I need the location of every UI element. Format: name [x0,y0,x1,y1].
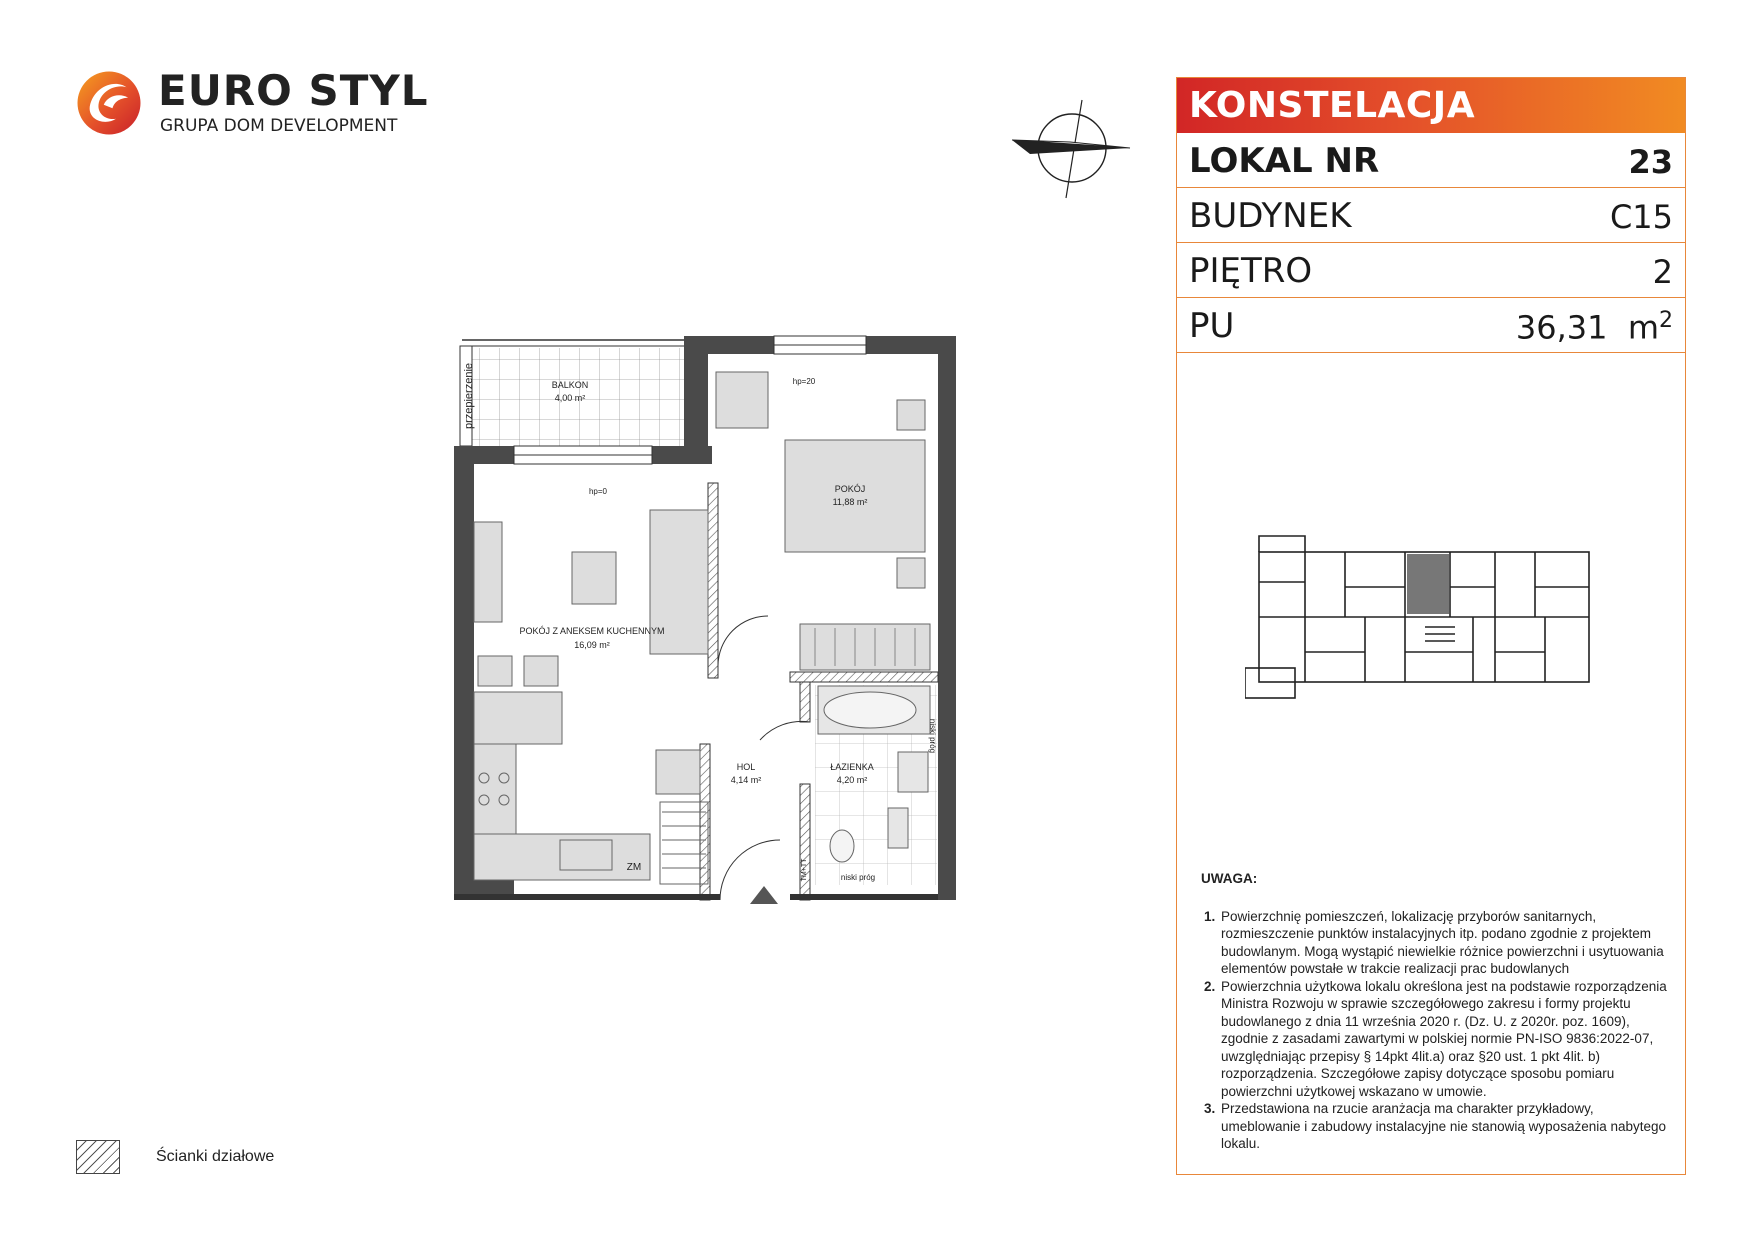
partition-wall-legend-icon [76,1140,120,1174]
row-pu [1177,298,1685,353]
row-lokal [1177,133,1685,188]
note-item: 3. Przedstawiona na rzucie aranżacja ma charakter przykładowy, umeblowanie i zabudowy instalacyjne nie stanowią wyposażenia nabytego lokalu. [1219,1100,1671,1153]
info-panel [1176,77,1686,1175]
row-pietro [1177,243,1685,298]
notes-title: UWAGA: [1201,871,1258,886]
room-name-pokoj: POKÓJ [834,484,866,494]
bottom-walls [454,894,938,900]
room-name-hol: HOL [736,762,756,772]
room-area-salon: 16,09 m² [574,640,610,650]
eurostyl-logo [74,68,144,138]
room-area-balkon: 4,00 m² [554,393,586,403]
label-niski-prog-toilet: niski próg [840,873,876,882]
entrance-icon [750,886,778,904]
panel-header [1177,78,1685,133]
floor-plan [450,330,970,910]
row-pu-label: PU [1189,306,1235,346]
label-tm-tt: TM+TT [801,858,808,882]
row-pietro-value: 2 [1652,253,1673,291]
room-name-lazienka: ŁAZIENKA [830,762,874,772]
label-zm: ZM [626,862,642,873]
door-swings [718,616,810,900]
row-lokal-value: 23 [1628,143,1673,181]
building-key-plan [1245,532,1605,702]
row-pu-value [1516,308,1673,347]
label-niski-prog-bath: niski próg [928,718,937,754]
room-name-balkon: BALKON [551,380,589,390]
north-arrow-icon [1010,96,1140,206]
investment-name: KONSTELACJA [1189,85,1476,126]
note-item: 2. Powierzchnia użytkowa lokalu określona jest na podstawie rozporządzenia Ministra Rozwoju w sprawie szczegółowego zakresu i formy projektu budowlanego z dnia 11 września 2020 r. (Dz. U. z 2020r. poz. 1609), zgodnie z zasadami zawartymi w polskiej normie PN-ISO 9836:2022-07, uwzględniając przepisy § 14pkt 4lit.a) oraz §20 ust. 1 pkt 4lit. b) rozporządzenia. Szczegółowe zapisy dotyczące sposobu pomiaru powierzchni użytkowej wskazano w umowie. [1219,978,1671,1101]
row-pietro-label: PIĘTRO [1189,251,1313,291]
area-unit: m [1627,308,1659,347]
label-przepierzenie: przepierzenie [463,362,475,430]
room-area-lazienka: 4,20 m² [836,775,868,785]
brand-subtitle: GRUPA DOM DEVELOPMENT [160,116,398,136]
room-area-pokoj: 11,88 m² [832,497,868,507]
note-item: 1. Powierzchnię pomieszczeń, lokalizację przyborów sanitarnych, rozmieszczenie punktów instalacyjnych itp. podano zgodnie z projektem budowlanym. Mogą wystąpić niewielkie różnice powierzchni i usytuowania elementów powstałe w trakcie realizacji prac budowlanych [1219,908,1671,978]
kitchen-furniture [474,510,708,880]
legend-label: Ścianki działowe [156,1148,275,1165]
row-budynek-value: C15 [1609,198,1673,236]
label-hp20: hp=20 [792,377,816,386]
area-value: 36,31 [1515,308,1608,347]
row-budynek [1177,188,1685,243]
label-hp0: hp=0 [588,487,608,496]
room-area-hol: 4,14 m² [730,775,762,785]
brand-name: EURO STYL [158,66,429,115]
room-name-salon: POKÓJ Z ANEKSEM KUCHENNYM [519,626,665,636]
row-lokal-label: LOKAL NR [1189,141,1380,181]
notes [1201,870,1671,1153]
area-unit-sup: 2 [1659,308,1673,333]
bedroom-furniture [716,372,930,670]
row-budynek-label: BUDYNEK [1189,196,1352,236]
highlighted-unit [1407,554,1449,614]
